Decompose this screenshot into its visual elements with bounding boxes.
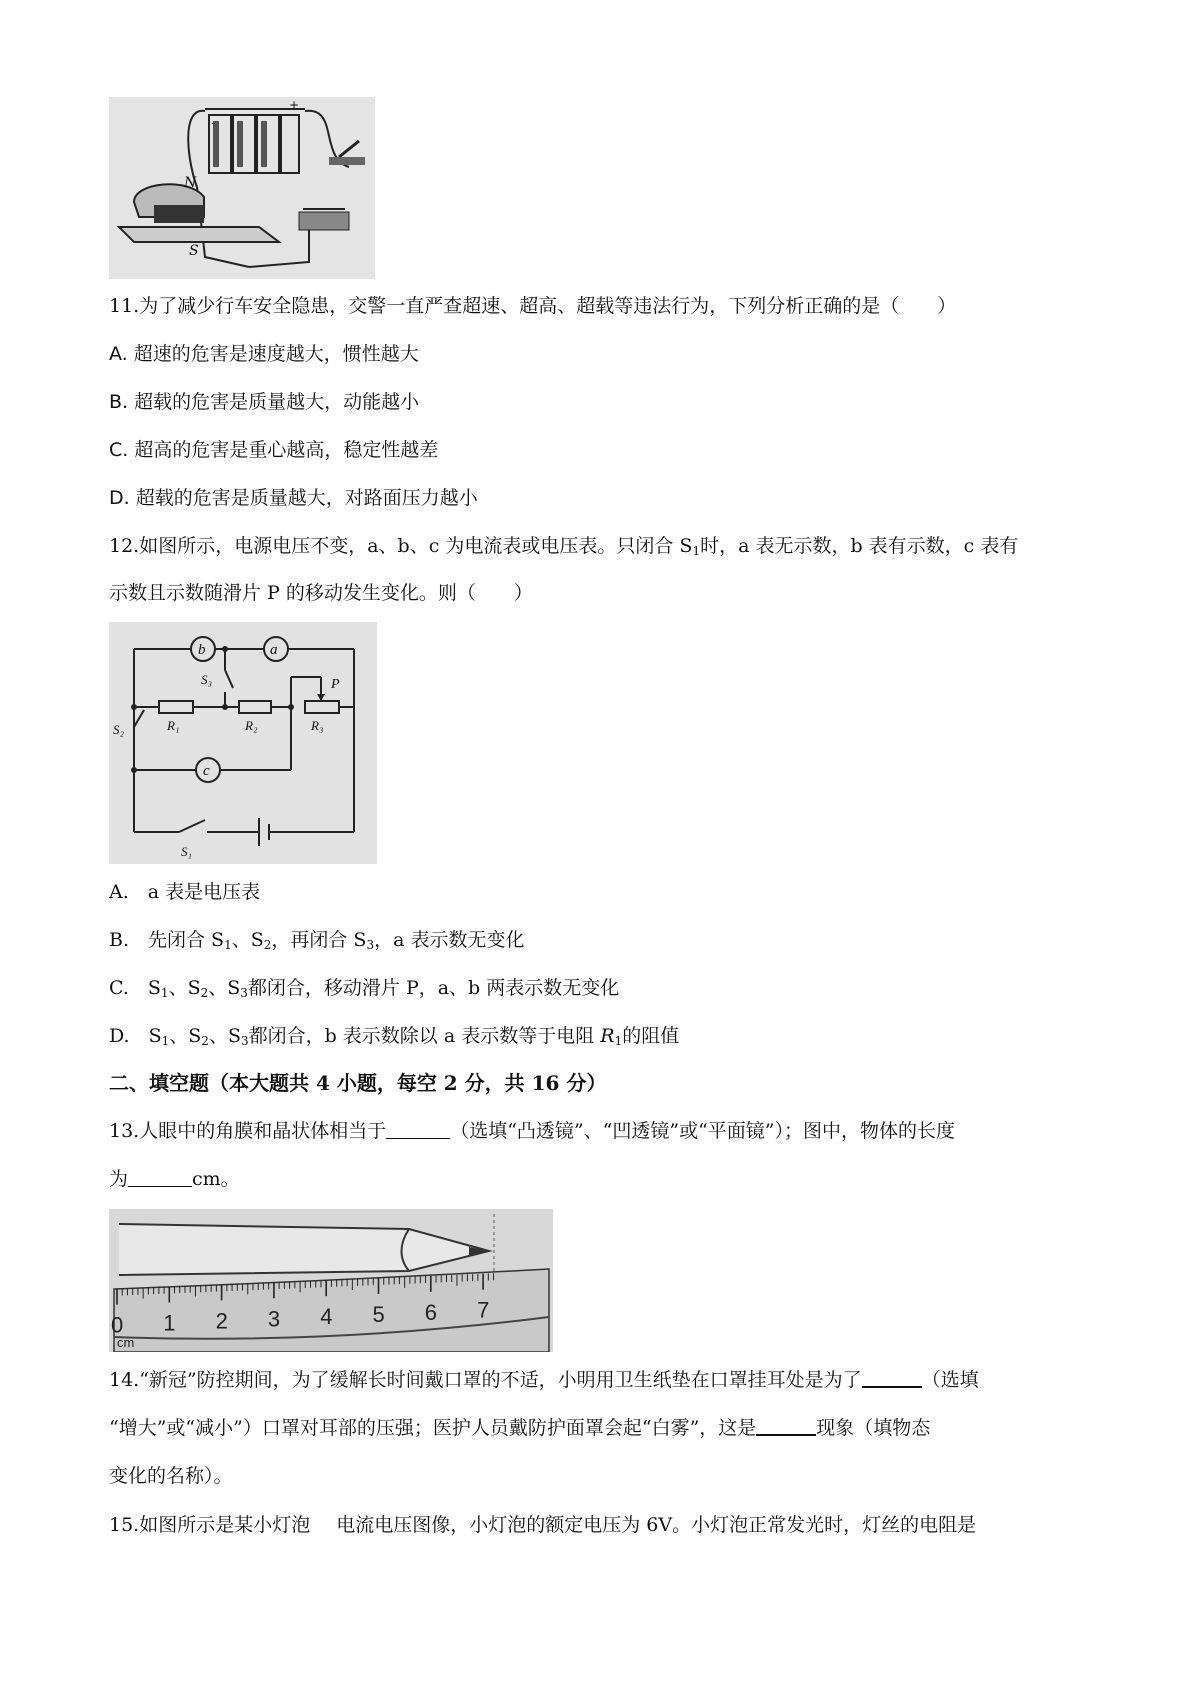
q12-stem-text: 12.如图所示，电源电压不变，a、b、c 为电流表或电压表。只闭合 S bbox=[109, 535, 693, 557]
q14-line1 bbox=[109, 1367, 979, 1393]
q12-opt-d-text: 、S bbox=[208, 1025, 241, 1047]
answer-blank[interactable] bbox=[386, 1120, 450, 1139]
q12-stem-line1 bbox=[109, 533, 1018, 564]
sub-1: 1 bbox=[614, 1034, 623, 1048]
q14-text: 14.“新冠”防控期间，为了缓解长时间戴口罩的不适，小明用卫生纸垫在口罩挂耳处是为了 bbox=[109, 1369, 862, 1391]
q11-option-d: D. 超载的危害是质量越大，对路面压力越小 bbox=[109, 487, 478, 509]
sub-1: 1 bbox=[160, 986, 169, 1000]
q12-opt-d-text: 的阻值 bbox=[622, 1025, 680, 1047]
ruler-tick-label: 6 bbox=[424, 1299, 438, 1325]
battery-minus-label: - bbox=[211, 115, 216, 131]
sub-3: 3 bbox=[240, 986, 248, 1000]
q13-text: cm。 bbox=[192, 1168, 240, 1190]
q12-opt-b-text: ，再闭合 S bbox=[271, 929, 367, 951]
resistor-r2-label: R₂ bbox=[245, 718, 258, 733]
q12-opt-b-text: ，a 表示数无变化 bbox=[374, 929, 525, 951]
ruler-tick-label: 2 bbox=[215, 1308, 228, 1334]
q13-text: （选填“凸透镜”、“凹透镜”或“平面镜”）；图中，物体的长度 bbox=[450, 1120, 956, 1142]
q12-stem-line2: 示数且示数随滑片 P 的移动发生变化。则（ ） bbox=[109, 582, 533, 604]
motor-apparatus-figure bbox=[109, 97, 375, 279]
q13-text: 13.人眼中的角膜和晶状体相当于 bbox=[109, 1120, 387, 1142]
resistor-symbol: R bbox=[600, 1025, 615, 1047]
q12-opt-d-text: D. S bbox=[109, 1025, 162, 1047]
answer-blank[interactable] bbox=[862, 1368, 922, 1388]
sub-2: 2 bbox=[263, 938, 272, 952]
q12-option-c bbox=[109, 975, 619, 1006]
q11-option-c: C. 超高的危害是重心越高，稳定性越差 bbox=[109, 439, 439, 461]
q13-text: 为 bbox=[109, 1168, 129, 1190]
ruler-tick-label: 5 bbox=[372, 1301, 385, 1327]
slider-p-label: P bbox=[331, 677, 340, 692]
q11-option-b: B. 超载的危害是质量越大，动能越小 bbox=[109, 391, 420, 413]
sub-3: 3 bbox=[366, 938, 375, 952]
q14-text: （选填 bbox=[921, 1369, 979, 1391]
switch-s2-label: S₂ bbox=[113, 722, 125, 737]
ruler-tick-label: 7 bbox=[477, 1297, 490, 1323]
ruler-unit-label: cm bbox=[117, 1335, 135, 1350]
switch-s3-label: S₃ bbox=[201, 672, 213, 687]
battery-plus-label: + bbox=[289, 98, 300, 112]
sub-1: 1 bbox=[224, 938, 232, 952]
q12-opt-c-text: C. S bbox=[109, 977, 161, 999]
q12-stem-text-end: 时，a 表无示数，b 表有示数，c 表有 bbox=[700, 535, 1019, 557]
meter-a-label: a bbox=[270, 642, 278, 658]
q12-stem-sub: 1 bbox=[692, 544, 701, 558]
q12-opt-d-text: 都闭合，b 表示数除以 a 表示数等于电阻 bbox=[248, 1025, 601, 1047]
q12-opt-c-text: 、S bbox=[208, 977, 241, 999]
q13-line2 bbox=[109, 1166, 240, 1192]
meter-c-label: c bbox=[203, 763, 210, 779]
q15-text: 15.如图所示是某小灯泡 bbox=[109, 1514, 311, 1536]
q12-option-a: A. a 表是电压表 bbox=[109, 881, 261, 903]
q11-option-a: A. 超速的危害是速度越大，惯性越大 bbox=[109, 343, 419, 365]
q12-opt-c-text: 都闭合，移动滑片 P，a、b 两表示数无变化 bbox=[247, 977, 620, 999]
q12-option-d bbox=[109, 1023, 679, 1054]
q14-line2 bbox=[109, 1415, 930, 1441]
ruler-tick-label: 4 bbox=[320, 1304, 333, 1330]
q15-text: 电流电压图像，小灯泡的额定电压为 6V。小灯泡正常发光时，灯丝的电阻是 bbox=[336, 1514, 977, 1536]
q12-opt-b-text: B. 先闭合 S bbox=[109, 929, 225, 951]
answer-blank[interactable] bbox=[756, 1416, 816, 1436]
circuit-diagram-figure bbox=[109, 622, 377, 864]
q14-text: 现象（填物态 bbox=[816, 1417, 931, 1439]
motor-label-n: N bbox=[184, 175, 197, 191]
sub-3: 3 bbox=[240, 1034, 249, 1048]
motor-label-s: S bbox=[189, 243, 199, 259]
q13-line1 bbox=[109, 1118, 955, 1144]
meter-b-label: b bbox=[198, 642, 206, 658]
ruler-tick-label: 3 bbox=[267, 1306, 281, 1332]
sub-2: 2 bbox=[200, 986, 209, 1000]
q11-stem: 11.为了减少行车安全隐患，交警一直严查超速、超高、超载等违法行为，下列分析正确的是（ ） bbox=[109, 295, 957, 317]
answer-blank[interactable] bbox=[128, 1168, 192, 1187]
ruler-figure bbox=[109, 1209, 553, 1352]
q14-line3: 变化的名称）。 bbox=[109, 1465, 233, 1487]
q12-option-b bbox=[109, 927, 524, 958]
q12-opt-d-text: 、S bbox=[169, 1025, 202, 1047]
sub-2: 2 bbox=[201, 1034, 209, 1048]
resistor-r1-label: R₁ bbox=[167, 718, 180, 733]
section-heading: 二、填空题（本大题共 4 小题，每空 2 分，共 16 分） bbox=[109, 1071, 607, 1095]
resistor-r3-label: R₃ bbox=[311, 718, 324, 733]
q14-text: “增大”或“减小”）口罩对耳部的压强；医护人员戴防护面罩会起“白雾”，这是 bbox=[109, 1417, 757, 1439]
sub-1: 1 bbox=[161, 1034, 170, 1048]
switch-s1-label: S₁ bbox=[181, 844, 193, 859]
ruler-tick-label: 0 bbox=[111, 1312, 124, 1338]
q12-opt-c-text: 、S bbox=[168, 977, 201, 999]
q12-opt-b-text: 、S bbox=[231, 929, 264, 951]
q15-line1 bbox=[109, 1512, 976, 1538]
ruler-tick-label: 1 bbox=[163, 1310, 176, 1336]
